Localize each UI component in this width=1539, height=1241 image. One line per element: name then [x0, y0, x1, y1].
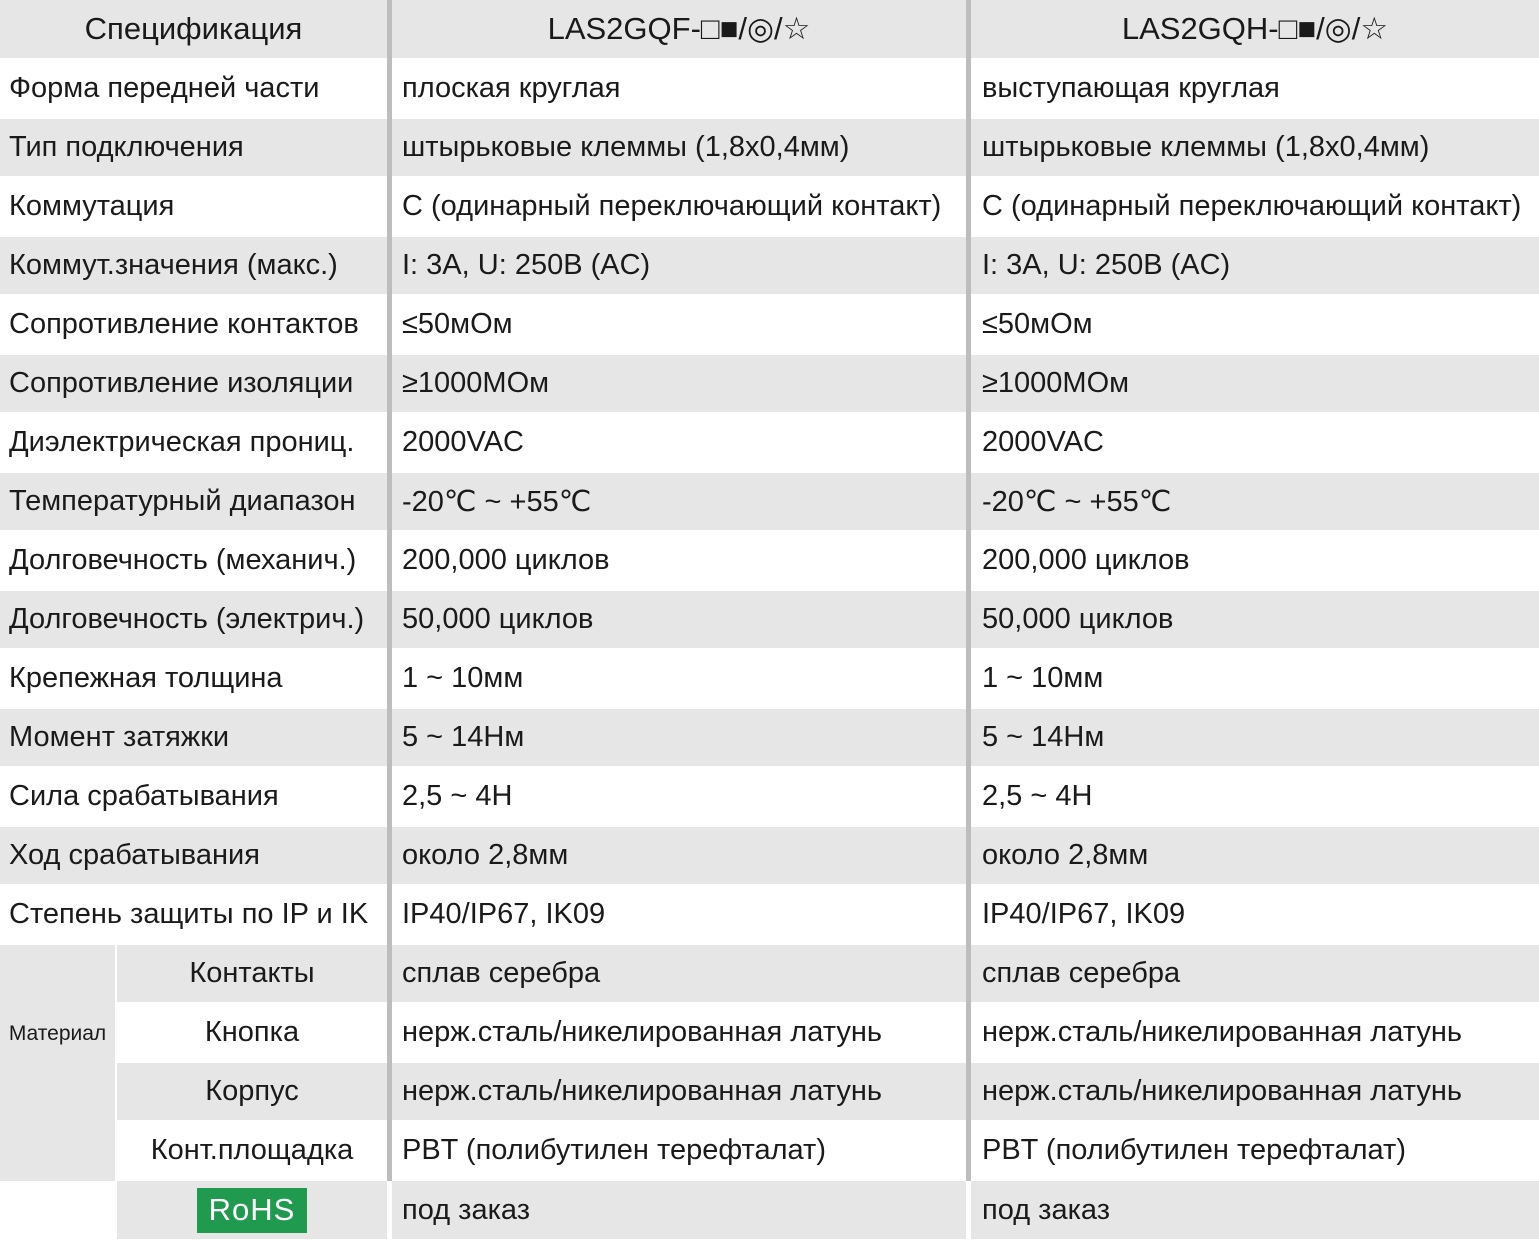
- spec-row-value-model-1: 1 ~ 10мм: [392, 650, 966, 709]
- rohs-cell: [117, 1181, 387, 1241]
- spec-row-label: Температурный диапазон: [0, 473, 387, 532]
- spec-row-value-model-2: выступающая круглая: [971, 60, 1539, 119]
- header-model-1: LAS2GQF-□■/◎/☆: [392, 0, 966, 60]
- material-row-label: Конт.площадка: [117, 1122, 387, 1181]
- rohs-badge: RoHS: [197, 1188, 308, 1233]
- spec-row-label: Коммут.значения (макс.): [0, 237, 387, 296]
- rohs-value-model-1: под заказ: [392, 1181, 966, 1241]
- spec-row-value-model-2: IP40/IP67, IK09: [971, 886, 1539, 945]
- spec-row-label: Коммутация: [0, 178, 387, 237]
- spec-row-label: Долговечность (электрич.): [0, 591, 387, 650]
- spec-row-value-model-2: 5 ~ 14Нм: [971, 709, 1539, 768]
- material-row-value-model-2: нерж.сталь/никелированная латунь: [971, 1004, 1539, 1063]
- spec-row-label: Диэлектрическая прониц.: [0, 414, 387, 473]
- spec-row-value-model-1: штырьковые клеммы (1,8x0,4мм): [392, 119, 966, 178]
- spec-row-value-model-2: -20℃ ~ +55℃: [971, 473, 1539, 532]
- spec-row-value-model-1: -20℃ ~ +55℃: [392, 473, 966, 532]
- spec-row-value-model-1: около 2,8мм: [392, 827, 966, 886]
- spec-row-value-model-2: C (одинарный переключающий контакт): [971, 178, 1539, 237]
- spec-row-label: Ход срабатывания: [0, 827, 387, 886]
- material-row-value-model-1: PBT (полибутилен терефталат): [392, 1122, 966, 1181]
- material-row-label: Контакты: [117, 945, 387, 1004]
- spec-row-value-model-1: I: 3A, U: 250B (AC): [392, 237, 966, 296]
- spec-row-label: Момент затяжки: [0, 709, 387, 768]
- material-row-label: Корпус: [117, 1063, 387, 1122]
- material-row-value-model-1: нерж.сталь/никелированная латунь: [392, 1063, 966, 1122]
- rohs-value-model-2: под заказ: [971, 1181, 1539, 1241]
- spec-row-value-model-2: штырьковые клеммы (1,8x0,4мм): [971, 119, 1539, 178]
- spec-row-value-model-2: 1 ~ 10мм: [971, 650, 1539, 709]
- spec-row-value-model-1: IP40/IP67, IK09: [392, 886, 966, 945]
- spec-row-value-model-2: около 2,8мм: [971, 827, 1539, 886]
- spec-row-label: Тип подключения: [0, 119, 387, 178]
- spec-row-value-model-1: 50,000 циклов: [392, 591, 966, 650]
- material-group-label: Материал: [0, 886, 117, 1181]
- material-row-label: Кнопка: [117, 1004, 387, 1063]
- material-row-value-model-1: нерж.сталь/никелированная латунь: [392, 1004, 966, 1063]
- spec-row-value-model-1: 200,000 циклов: [392, 532, 966, 591]
- spec-row-value-model-2: I: 3A, U: 250B (AC): [971, 237, 1539, 296]
- material-row-value-model-2: нерж.сталь/никелированная латунь: [971, 1063, 1539, 1122]
- material-row-value-model-2: PBT (полибутилен терефталат): [971, 1122, 1539, 1181]
- material-row-value-model-2: сплав серебра: [971, 945, 1539, 1004]
- spec-row-label: Сила срабатывания: [0, 768, 387, 827]
- spec-row-value-model-2: 2,5 ~ 4Н: [971, 768, 1539, 827]
- spec-row-value-model-1: 2000VAC: [392, 414, 966, 473]
- spec-row-value-model-1: 5 ~ 14Нм: [392, 709, 966, 768]
- spec-row-label: Сопротивление контактов: [0, 296, 387, 355]
- spec-row-value-model-1: плоская круглая: [392, 60, 966, 119]
- header-model-2: LAS2GQH-□■/◎/☆: [971, 0, 1539, 60]
- spec-row-value-model-2: 200,000 циклов: [971, 532, 1539, 591]
- spec-row-value-model-2: ≥1000МОм: [971, 355, 1539, 414]
- spec-row-label: Форма передней части: [0, 60, 387, 119]
- spec-row-label: Долговечность (механич.): [0, 532, 387, 591]
- header-spec-label: Спецификация: [0, 0, 387, 60]
- spec-row-value-model-1: C (одинарный переключающий контакт): [392, 178, 966, 237]
- spec-row-value-model-2: 2000VAC: [971, 414, 1539, 473]
- spec-row-label: Степень защиты по IP и IK: [0, 886, 387, 945]
- spec-row-value-model-2: ≤50мОм: [971, 296, 1539, 355]
- spec-row-value-model-1: ≤50мОм: [392, 296, 966, 355]
- spec-row-label: Сопротивление изоляции: [0, 355, 387, 414]
- spec-row-value-model-1: ≥1000МОм: [392, 355, 966, 414]
- material-row-value-model-1: сплав серебра: [392, 945, 966, 1004]
- spec-row-value-model-2: 50,000 циклов: [971, 591, 1539, 650]
- spec-row-label: Крепежная толщина: [0, 650, 387, 709]
- spec-row-value-model-1: 2,5 ~ 4Н: [392, 768, 966, 827]
